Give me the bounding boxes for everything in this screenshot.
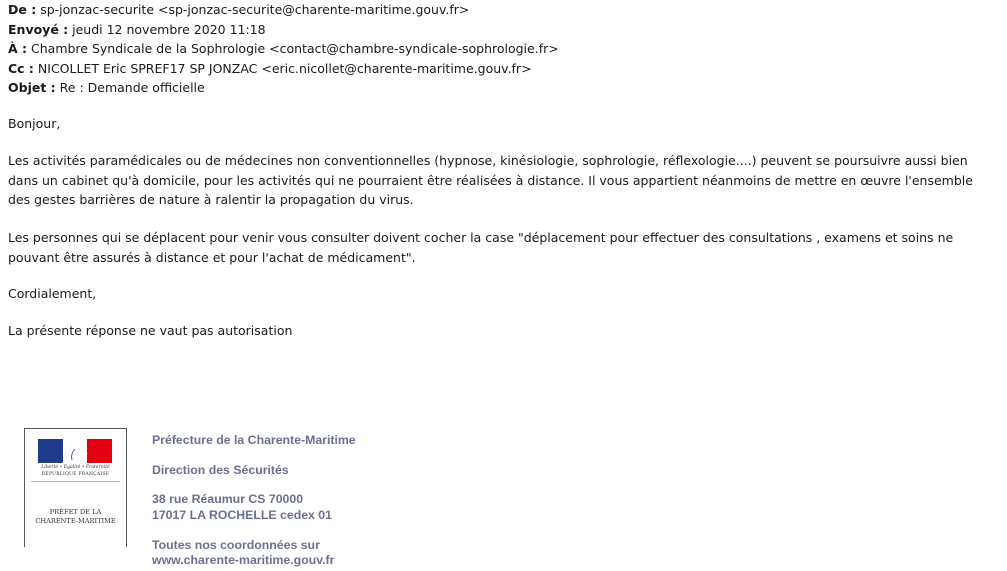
marianne-icon (58, 445, 94, 465)
signature-address-line2: 17017 LA ROCHELLE cedex 01 (152, 508, 332, 522)
logo-motto: Liberté • Égalité • Fraternité (41, 465, 110, 470)
from-row (8, 0, 998, 20)
logo-prefet (25, 508, 126, 526)
logo-prefet-line1: PRÉFET DE LA (49, 508, 102, 516)
logo-prefet-line2: CHARENTE-MARITIME (35, 517, 116, 525)
signature-address-line1: 38 rue Réaumur CS 70000 (152, 492, 304, 506)
to-value[interactable]: Chambre Syndicale de la Sophrologie <contact@chambre-syndicale-sophrologie.fr> (31, 41, 559, 56)
tricolor-flag (38, 439, 112, 463)
body-paragraph-2: Les personnes qui se déplacent pour venir vous consulter doivent cocher la case "déplacement pour effectuer des consultations , examens et soins ne pouvant être assurés à distance et pour l'achat de médicament". (8, 230, 954, 265)
from-label: De : (8, 2, 37, 17)
email-header (8, 0, 998, 98)
sent-row (8, 20, 998, 40)
logo-divider (31, 481, 120, 482)
prefecture-logo (24, 428, 127, 547)
signature-direction: Direction des Sécurités (152, 463, 289, 477)
logo-republic: RÉPUBLIQUE FRANÇAISE (41, 472, 110, 477)
subject-row (8, 78, 998, 98)
closing: Cordialement, (8, 286, 97, 301)
signature-contact-text: Toutes nos coordonnées sur (152, 538, 320, 552)
signature-prefecture: Préfecture de la Charente-Maritime (152, 433, 356, 447)
from-value[interactable]: sp-jonzac-securite <sp-jonzac-securite@charente-maritime.gouv.fr> (40, 2, 470, 17)
greeting: Bonjour, (8, 116, 61, 131)
signature-website-link[interactable]: www.charente-maritime.gouv.fr (152, 553, 335, 567)
disclaimer: La présente réponse ne vaut pas autorisation (8, 323, 293, 338)
to-label: À : (8, 41, 28, 56)
cc-value[interactable]: NICOLLET Eric SPREF17 SP JONZAC <eric.nicollet@charente-maritime.gouv.fr> (37, 60, 532, 76)
cc-label: Cc : (8, 60, 34, 76)
subject-label: Objet : (8, 80, 56, 95)
sent-label: Envoyé : (8, 21, 69, 37)
sent-value: jeudi 12 novembre 2020 11:18 (72, 21, 266, 37)
body-paragraph-1: Les activités paramédicales ou de médecines non conventionnelles (hypnose, kinésiologie, sophrologie, réflexologie....) peuvent se poursuivre aussi bien dans un cabinet qu'à domicile, pour les activités qui ne pourraient être réalisées à distance. Il vous appartient néanmoins de mettre en œuvre l'ensemble des gestes barrières de nature à ralentir la propagation du virus. (8, 153, 973, 207)
subject-value: Re : Demande officielle (59, 80, 205, 95)
cc-row (8, 59, 998, 79)
to-row (8, 39, 998, 59)
